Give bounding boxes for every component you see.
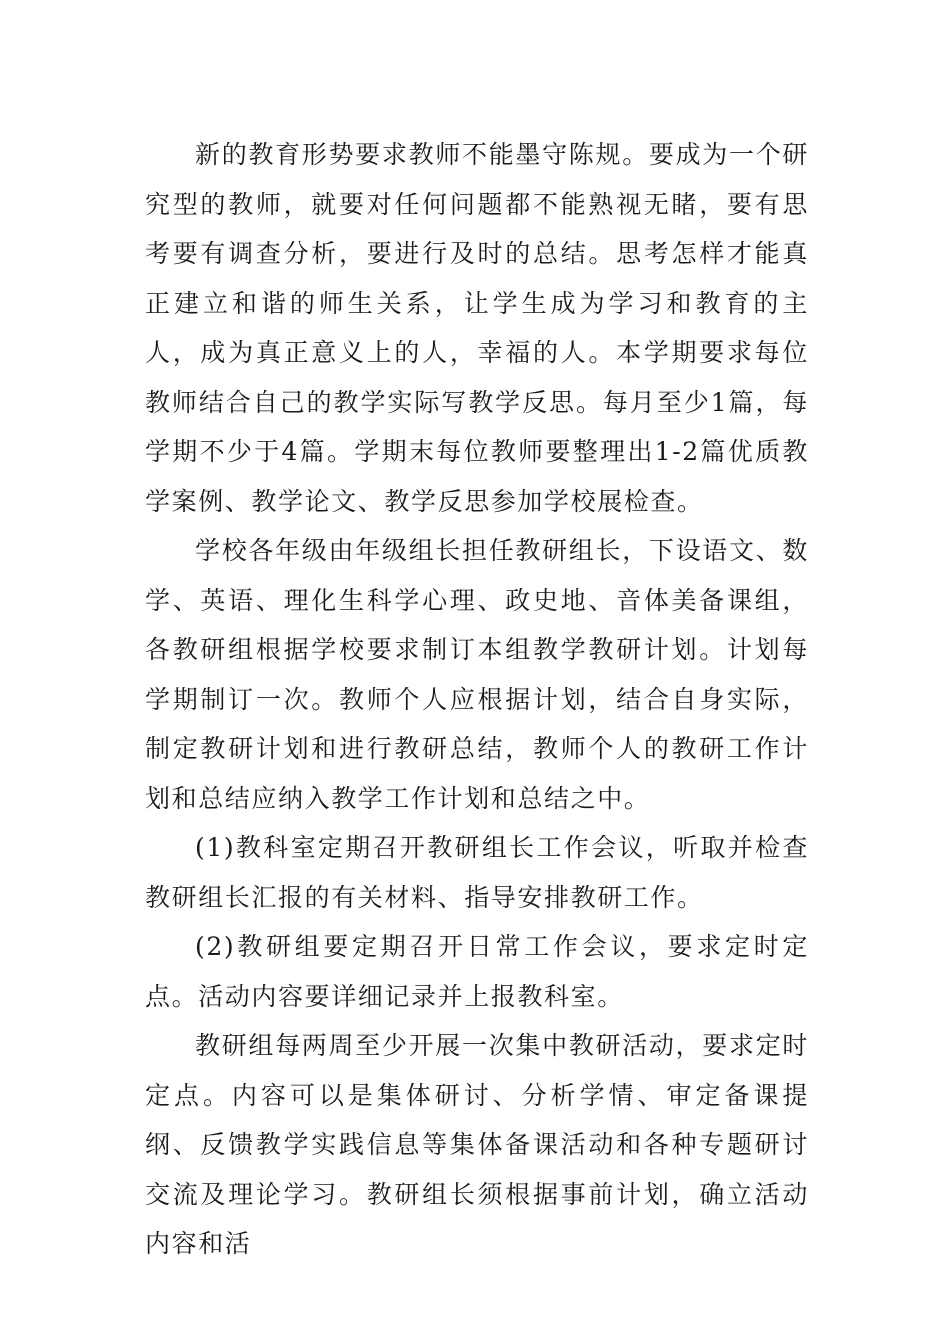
paragraph-reflection-requirements: 新的教育形势要求教师不能墨守陈规。要成为一个研究型的教师，就要对任何问题都不能熟视无睹，要有思考要有调查分析，要进行及时的总结。思考怎样才能真正建立和谐的师生关系，让学生成为学习和教育的主人，成为真正意义上的人，幸福的人。本学期要求每位教师结合自己的教学实际写教学反思。每月至少1篇，每学期不少于4篇。学期末每位教师要整理出1-2篇优质教学案例、教学论文、教学反思参加学校展检查。 — [145, 140, 809, 516]
paragraph-biweekly-activities: 教研组每两周至少开展一次集中教研活动，要求定时定点。内容可以是集体研讨、分析学情、审定备课提纲、反馈教学实践信息等集体备课活动和各种专题研讨交流及理论学习。教研组长须根据事前计划，确立活动内容和活 — [145, 1031, 809, 1258]
paragraph-item-2: (2)教研组要定期召开日常工作会议，要求定时定点。活动内容要详细记录并上报教科室。 — [145, 932, 809, 1011]
paragraph-teaching-research-groups: 学校各年级由年级组长担任教研组长，下设语文、数学、英语、理化生科学心理、政史地、音体美备课组，各教研组根据学校要求制订本组教学教研计划。计划每学期制订一次。教师个人应根据计划，结合自身实际，制定教研计划和进行教研总结，教师个人的教研工作计划和总结应纳入教学工作计划和总结之中。 — [145, 536, 809, 813]
document-body — [145, 130, 809, 1269]
paragraph-item-1: (1)教科室定期召开教研组长工作会议，听取并检查教研组长汇报的有关材料、指导安排教研工作。 — [145, 833, 809, 912]
